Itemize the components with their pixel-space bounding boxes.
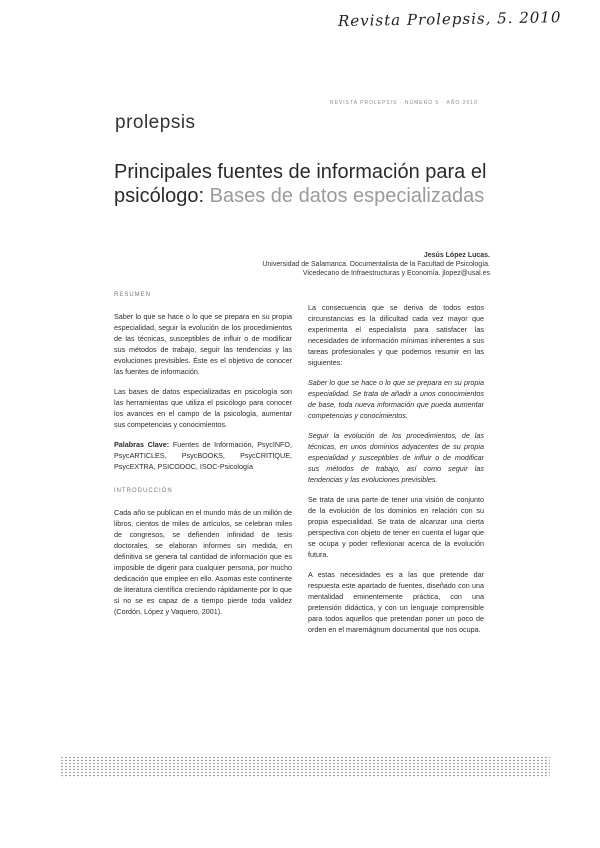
section-heading-introduccion: INTRODUCCIÓN [114, 488, 173, 494]
title-part-highlight: Bases de datos especializadas [209, 185, 485, 207]
keywords-list: Fuentes de Información, PsycINFO, PsycARTICLES, PsycBOOKS, PsycCRITIQUE, PsycEXTRA, PSICODOC, ISOC-Psicología [114, 440, 292, 471]
introduccion-paragraph-1: Cada año se publican en el mundo más de un millón de libros, cientos de miles de artículos, se celebran miles de congresos, se defienden infinidad de tesis doctorales, se elaboran informes sin medida, en definitiva se genera tal cantidad de información que es imposible de digerir para cualquier persona, por mucho dedicación que emplee en ello. Asomas este continente de literatura científica creciendo rápidamente por lo que si no se es capaz de a tiempo pierde toda validez (Cordón, López y Vaquero, 2001). [114, 508, 292, 616]
left-column [114, 290, 292, 626]
article-title [114, 160, 494, 208]
right-paragraph-3: Seguir la evolución de los procedimientos, de las técnicas, en unos dominios adyacentes de su propia especialidad y susceptibles de influir o de modificar sus métodos de trabajo, así como seguir las tendencias y las evoluciones previsibles. [308, 431, 484, 484]
author-block [190, 251, 490, 278]
keywords-label: Palabras Clave: [114, 440, 170, 449]
right-paragraph-5: A estas necesidades es a las que pretende dar respuesta este apartado de fuentes, diseñado con una mentalidad eminentemente práctica, con una pretensión didáctica, y con un lenguaje comprensible para todos aquellos que pretendan poner un poco de orden en el maremágnum documental que nos ocupa. [308, 570, 484, 634]
author-affiliation-2: Vicedecano de Infraestructuras y Economía. jlopez@usal.es [302, 270, 490, 277]
scan-noise-band [60, 756, 550, 778]
resumen-paragraph-1: Saber lo que se hace o lo que se prepara en su propia especialidad, seguir la evolución de los procedimientos de las técnicas, susceptibles de influir o de modificar sus métodos de trabajo, seguir las tendencias y las evoluciones previsibles. Éste es el objetivo de conocer las fuentes de información. [114, 312, 292, 376]
title-part-main: Principales fuentes de información para el psicólogo: [114, 161, 487, 207]
journal-header-line: REVISTA PROLEPSIS · NÚMERO 5 · AÑO 2010 [330, 100, 478, 106]
journal-brand: prolepsis [115, 112, 196, 133]
keywords-paragraph [114, 439, 292, 472]
author-affiliation-1: Universidad de Salamanca. Documentalista de la Facultad de Psicología. [262, 261, 490, 268]
resumen-paragraph-2: Las bases de datos especializadas en psicología son las herramientas que utiliza el psicólogo para conocer los avances en el campo de la psicología, aumentar sus competencias y conocimientos. [114, 387, 292, 429]
right-column [308, 302, 484, 644]
right-paragraph-4: Se trata de una parte de tener una visión de conjunto de la evolución de los dominios en relación con su propia especialidad. Se trata de alcanzar una cierta perspectiva con objeto de tener en cuenta el lugar que se ocupa y poder reflexionar acerca de la evolución futura. [308, 495, 484, 559]
author-name: Jesús López Lucas. [423, 252, 490, 259]
right-paragraph-1: La consecuencia que se deriva de todos estos circunstancias es la dificultad cada vez mayor que experimenta el especialista para satisfacer las necesidades de información mínimas inherentes a sus tareas profesionales y que podemos resumir en las siguientes: [308, 303, 484, 367]
handwritten-note: Revista Prolepsis, 5. 2010 [337, 8, 562, 31]
section-heading-resumen: RESUMEN [114, 292, 152, 298]
right-paragraph-2: Saber lo que se hace o lo que se prepara en su propia especialidad. Se trata de añadir a unos conocimientos de base, toda nueva información que pueda aumentar competencias y conocimientos. [308, 378, 484, 420]
